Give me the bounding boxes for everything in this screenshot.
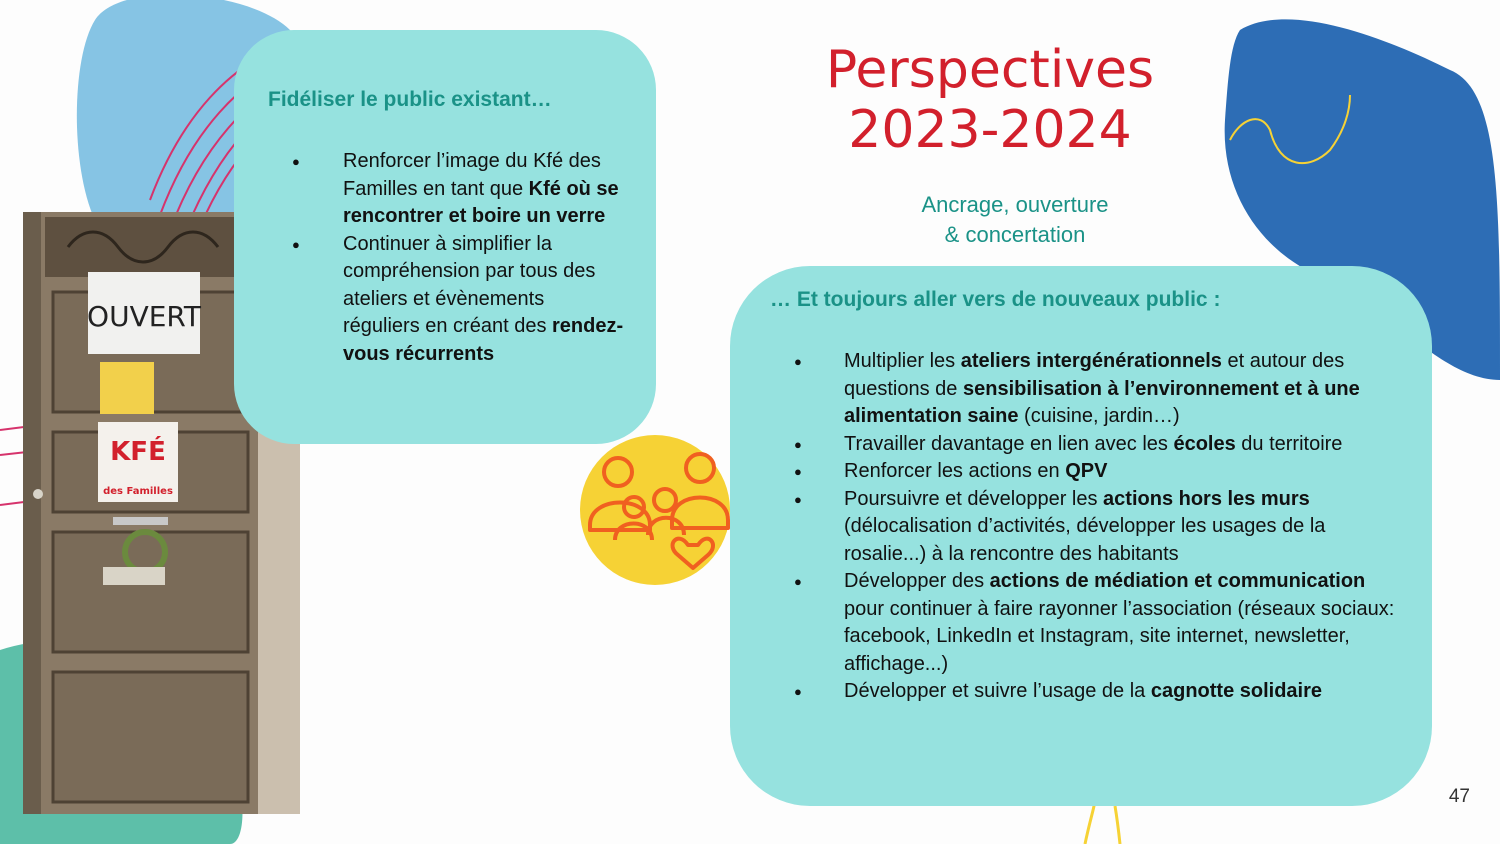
right-card-list bbox=[770, 348, 1402, 706]
list-item: ● Développer des actions de médiation et communication pour continuer à faire rayonner l’association (réseaux sociaux: facebook, LinkedIn et Instagram, site internet, newsletter, affichage...) bbox=[770, 568, 1402, 678]
ouvert-sign bbox=[87, 272, 202, 354]
right-card-heading: … Et toujours aller vers de nouveaux public : bbox=[770, 288, 1221, 311]
planter bbox=[103, 567, 165, 585]
svg-text:OUVERT: OUVERT bbox=[87, 300, 201, 333]
page-number: 47 bbox=[1448, 786, 1470, 807]
subtitle-line-1: Ancrage, ouverture bbox=[921, 192, 1109, 217]
kfe-logo-sign bbox=[98, 422, 178, 502]
left-card-list bbox=[268, 148, 626, 368]
svg-text:des Familles: des Familles bbox=[103, 486, 173, 497]
list-item: ● Continuer à simplifier la compréhension par tous des ateliers et évènements réguliers en créant des rendez-vous récurrents bbox=[268, 231, 626, 369]
list-item: ● Multiplier les ateliers intergénérationnels et autour des questions de sensibilisation à l’environnement et à une alimentation saine (cuisine, jardin…) bbox=[770, 348, 1402, 431]
right-card bbox=[730, 266, 1432, 806]
slide-title bbox=[760, 40, 1220, 160]
list-item: ● Développer et suivre l’usage de la cagnotte solidaire bbox=[770, 678, 1402, 706]
list-item: ● Renforcer les actions en QPV bbox=[770, 458, 1402, 486]
list-item: ● Travailler davantage en lien avec les écoles du territoire bbox=[770, 431, 1402, 459]
title-line-1: Perspectives bbox=[825, 40, 1155, 100]
left-card bbox=[234, 30, 656, 444]
yellow-flyer bbox=[100, 362, 154, 414]
slide-subtitle bbox=[860, 190, 1170, 250]
subtitle-line-2: & concertation bbox=[944, 222, 1086, 247]
door-handle bbox=[113, 517, 168, 525]
title-line-2: 2023-2024 bbox=[848, 100, 1132, 160]
left-card-heading: Fidéliser le public existant… bbox=[268, 88, 552, 111]
list-item: ● Poursuivre et développer les actions hors les murs (délocalisation d’activités, développer les usages de la rosalie...) à la rencontre des habitants bbox=[770, 486, 1402, 569]
list-item: ● Renforcer l’image du Kfé des Familles en tant que Kfé où se rencontrer et boire un verre bbox=[268, 148, 626, 231]
svg-text:KFÉ: KFÉ bbox=[110, 437, 166, 467]
